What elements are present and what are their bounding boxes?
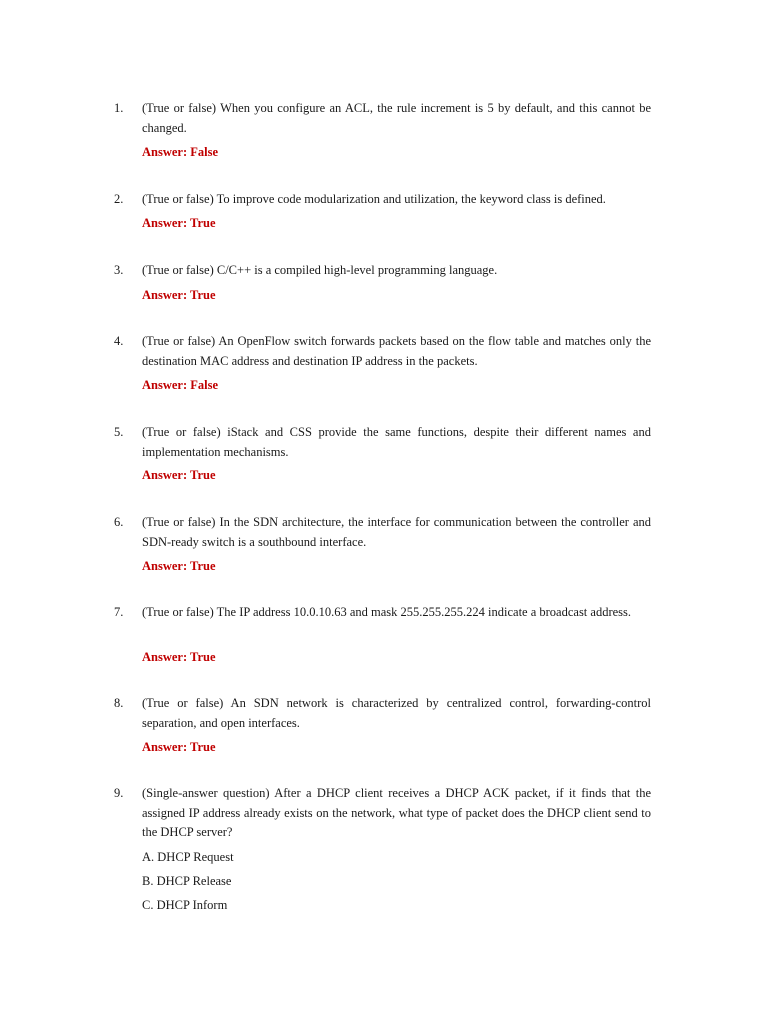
question-text: (True or false) The IP address 10.0.10.63 and mask 255.255.255.224 indicate a broadcast address. <box>142 605 632 619</box>
answer-option-c: C. DHCP Inform <box>142 898 228 912</box>
question-number: 2. <box>114 192 124 206</box>
answer-label: Answer: True <box>142 288 216 302</box>
question-number: 9. <box>114 786 124 800</box>
question-number: 4. <box>114 334 124 348</box>
answer-option-b: B. DHCP Release <box>142 874 232 888</box>
question-number: 7. <box>114 605 124 619</box>
question-text: (True or false) When you configure an ACL, the rule increment is 5 by default, and this cannot be changed. <box>142 101 651 135</box>
question-number: 6. <box>114 515 124 529</box>
question-text: (True or false) In the SDN architecture, the interface for communication between the controller and SDN-ready switch is a southbound interface. <box>142 515 651 549</box>
answer-label: Answer: True <box>142 468 216 482</box>
question-text: (True or false) iStack and CSS provide the same functions, despite their different names and implementation mechanisms. <box>142 425 651 459</box>
question-number: 3. <box>114 263 124 277</box>
question-number: 1. <box>114 101 124 115</box>
question-number: 8. <box>114 696 124 710</box>
question-text: (Single-answer question) After a DHCP client receives a DHCP ACK packet, if it finds that the assigned IP address already exists on the network, what type of packet does the DHCP client send to the DHCP server? <box>142 786 651 839</box>
question-text: (True or false) An OpenFlow switch forwards packets based on the flow table and matches only the destination MAC address and destination IP address in the packets. <box>142 334 651 368</box>
answer-label: Answer: False <box>142 145 219 159</box>
answer-label: Answer: True <box>142 740 216 754</box>
answer-option-a: A. DHCP Request <box>142 850 234 864</box>
answer-label: Answer: False <box>142 378 219 392</box>
question-text: (True or false) C/C++ is a compiled high-level programming language. <box>142 263 498 277</box>
question-text: (True or false) To improve code modularization and utilization, the keyword class is defined. <box>142 192 606 206</box>
answer-label: Answer: True <box>142 559 216 573</box>
question-text: (True or false) An SDN network is characterized by centralized control, forwarding-control separation, and open interfaces. <box>142 696 651 730</box>
answer-label: Answer: True <box>142 650 216 664</box>
question-number: 5. <box>114 425 124 439</box>
answer-label: Answer: True <box>142 216 216 230</box>
